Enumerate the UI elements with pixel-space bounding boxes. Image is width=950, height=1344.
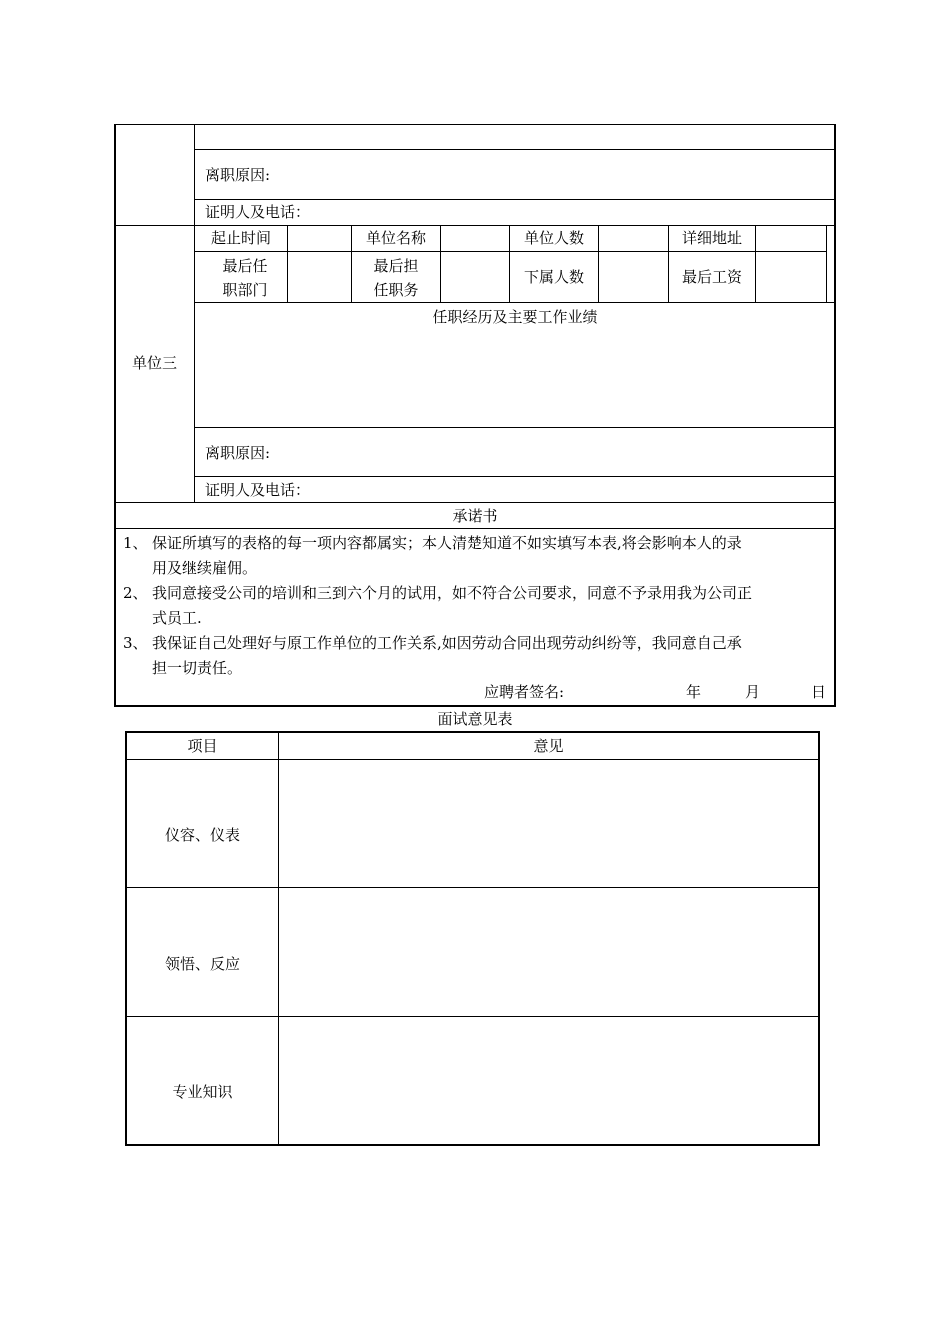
last-position-field[interactable]: [441, 252, 509, 302]
company-name-field[interactable]: [441, 226, 509, 251]
subordinates-label: 下属人数: [523, 268, 584, 286]
experience-field[interactable]: [196, 328, 833, 426]
last-position-label: 最后担 任职务: [373, 257, 419, 299]
company-size-field[interactable]: [599, 226, 668, 251]
last-salary-label: 最后工资: [681, 268, 742, 286]
address-label: 详细地址: [681, 229, 742, 247]
row-appearance-opinion[interactable]: [280, 761, 817, 886]
interview-title: 面试意见表: [437, 710, 513, 728]
day-label: 日: [811, 683, 827, 701]
period-label: 起止时间: [210, 229, 271, 247]
subordinates-field[interactable]: [599, 252, 668, 302]
last-salary-field[interactable]: [756, 252, 826, 302]
last-department-field[interactable]: [288, 252, 351, 302]
signature-field[interactable]: [580, 682, 680, 702]
header-opinion: 意见: [533, 737, 564, 755]
commitment-title: 承诺书: [452, 507, 498, 525]
last-department-label: 最后任 职部门: [222, 257, 268, 299]
period-field[interactable]: [288, 226, 351, 251]
row-comprehension-label: 领悟、反应: [164, 955, 240, 973]
row-expertise-label: 专业知识: [172, 1083, 233, 1101]
year-label: 年: [686, 683, 702, 701]
company-size-label: 单位人数: [523, 229, 584, 247]
row-comprehension-opinion[interactable]: [280, 889, 817, 1015]
month-label: 月: [745, 683, 761, 701]
unit-two-witness-label: 证明人及电话：: [205, 203, 311, 221]
unit-three-leave-reason-label: 离职原因:: [205, 444, 271, 462]
experience-heading: 任职经历及主要工作业绩: [432, 308, 598, 326]
signature-label: 应聘者签名:: [484, 683, 565, 701]
header-item: 项目: [187, 737, 218, 755]
unit-three-label: 单位三: [131, 354, 177, 372]
row-expertise-opinion[interactable]: [280, 1018, 817, 1143]
row-appearance-label: 仪容、仪表: [164, 826, 240, 844]
company-name-label: 单位名称: [365, 229, 426, 247]
unit-two-leave-reason-label: 离职原因:: [205, 166, 271, 184]
address-field[interactable]: [756, 226, 826, 251]
unit-three-witness-label: 证明人及电话：: [205, 481, 311, 499]
